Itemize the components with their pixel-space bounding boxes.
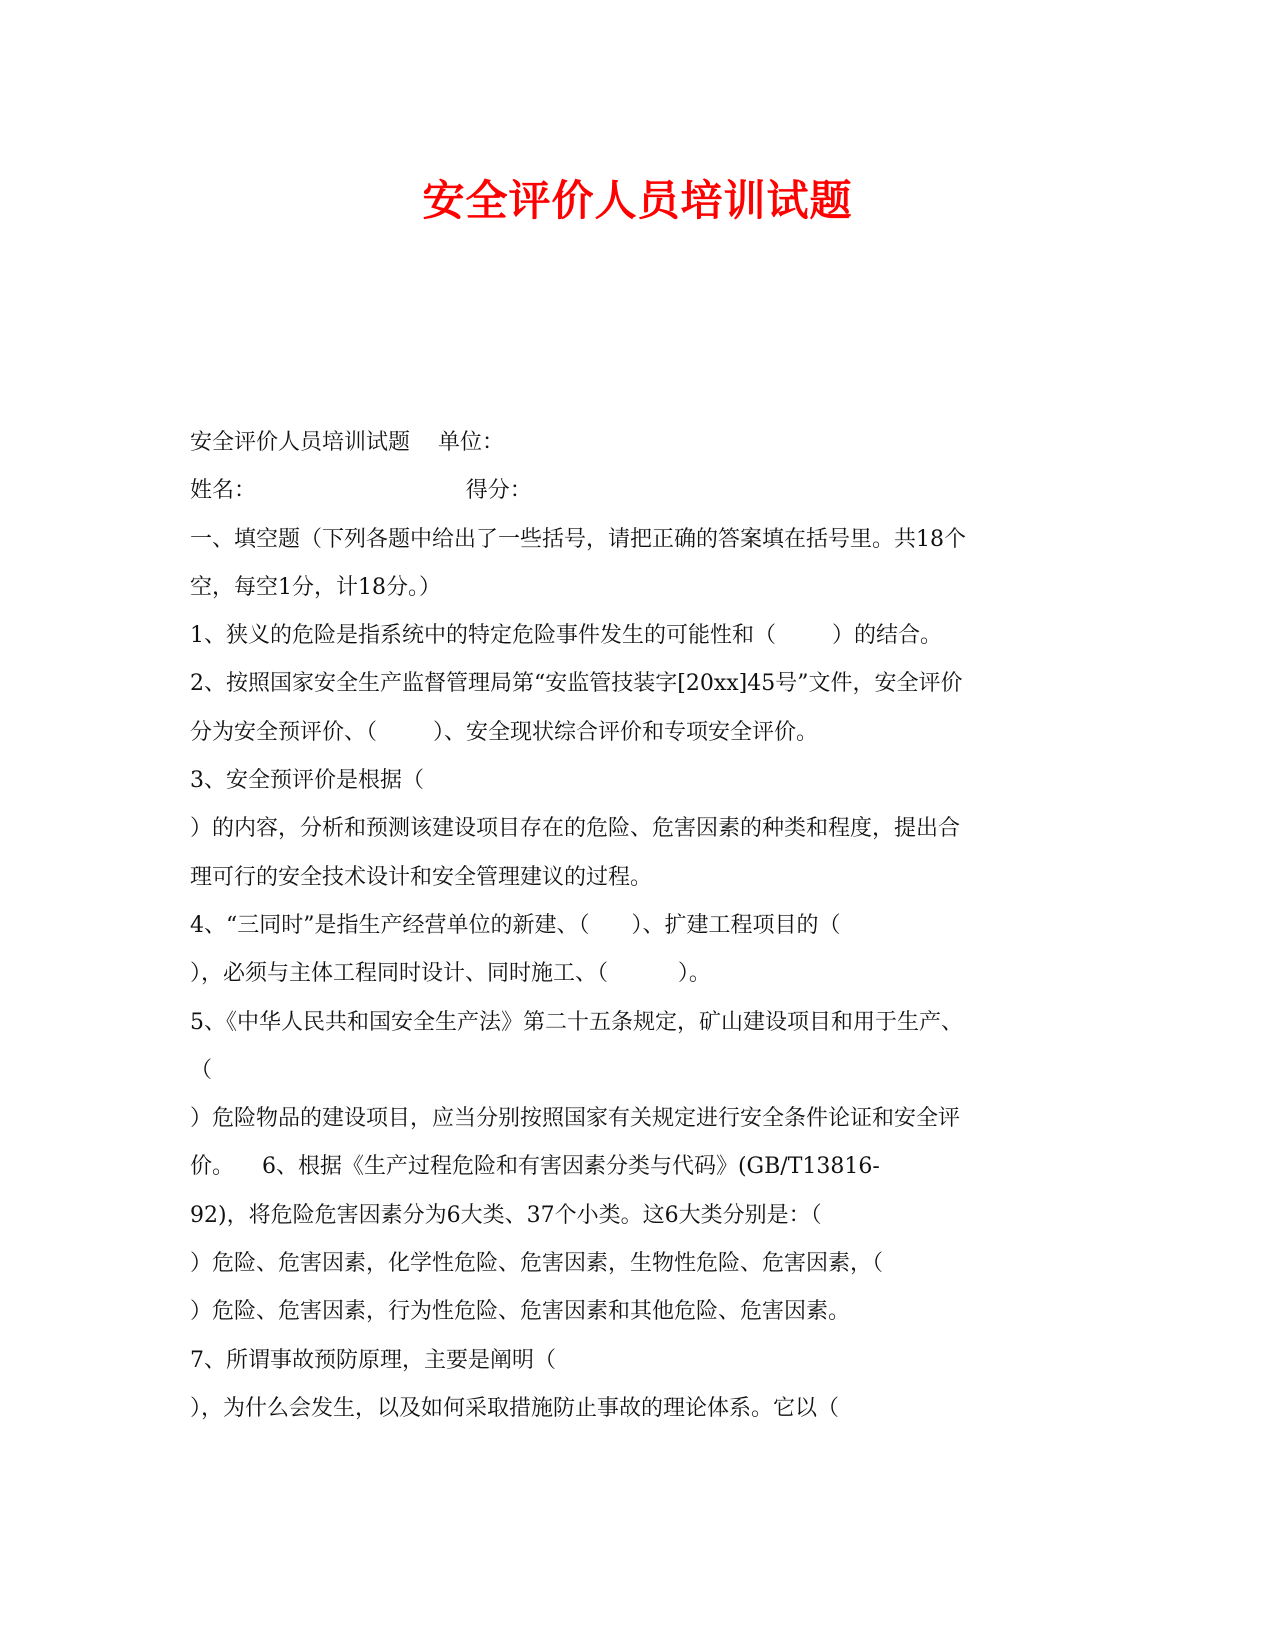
question-7: 7、所谓事故预防原理，主要是阐明（ [190, 1347, 556, 1373]
question-4-cont: ），必须与主体工程同时设计、同时施工、（ ）。 [190, 961, 711, 987]
question-3-cont: 理可行的安全技术设计和安全管理建议的过程。 [190, 864, 653, 890]
question-6-cont: 92)，将危险危害因素分为6大类、37个小类。这6大类分别是：（ [190, 1202, 822, 1228]
question-4: 4、“三同时”是指生产经营单位的新建、（ ）、扩建工程项目的（ [190, 912, 841, 938]
question-5: 5、《中华人民共和国安全生产法》第二十五条规定，矿山建设项目和用于生产、 [190, 1009, 963, 1035]
section-heading-cont: 空，每空1分，计18分。） [190, 574, 441, 600]
question-7-cont: ），为什么会发生，以及如何采取措施防止事故的理论体系。它以（ [190, 1395, 840, 1421]
document-body [190, 428, 1090, 1442]
document-title: 安全评价人员培训试题 [422, 176, 853, 225]
header-line-name-score: 姓名： 得分： [190, 478, 532, 504]
question-2: 2、按照国家安全生产监督管理局第“安监管技装字[20xx]45号”文件，安全评价 [190, 671, 963, 697]
question-5-cont: ）危险物品的建设项目，应当分别按照国家有关规定进行安全条件论证和安全评 [190, 1106, 961, 1132]
question-6-cont: ）危险、危害因素，化学性危险、危害因素，生物性危险、危害因素，（ [190, 1251, 884, 1277]
question-3: 3、安全预评价是根据（ [190, 768, 424, 794]
question-1: 1、狭义的危险是指系统中的特定危险事件发生的可能性和（ ）的结合。 [190, 623, 942, 649]
section-heading-fill-blank: 一、填空题（下列各题中给出了一些括号，请把正确的答案填在括号里。共18个 [190, 526, 966, 552]
question-6-cont: ）危险、危害因素，行为性危险、危害因素和其他危险、危害因素。 [190, 1299, 851, 1325]
header-line-unit: 安全评价人员培训试题 单位： [190, 430, 504, 455]
question-5-cont: （ [190, 1057, 213, 1083]
question-3-cont: ）的内容，分析和预测该建设项目存在的危险、危害因素的种类和程度，提出合 [190, 816, 961, 842]
question-6: 价。 6、根据《生产过程危险和有害因素分类与代码》(GB/T13816- [190, 1154, 880, 1180]
question-2-cont: 分为安全预评价、（ ）、安全现状综合评价和专项安全评价。 [190, 719, 818, 745]
